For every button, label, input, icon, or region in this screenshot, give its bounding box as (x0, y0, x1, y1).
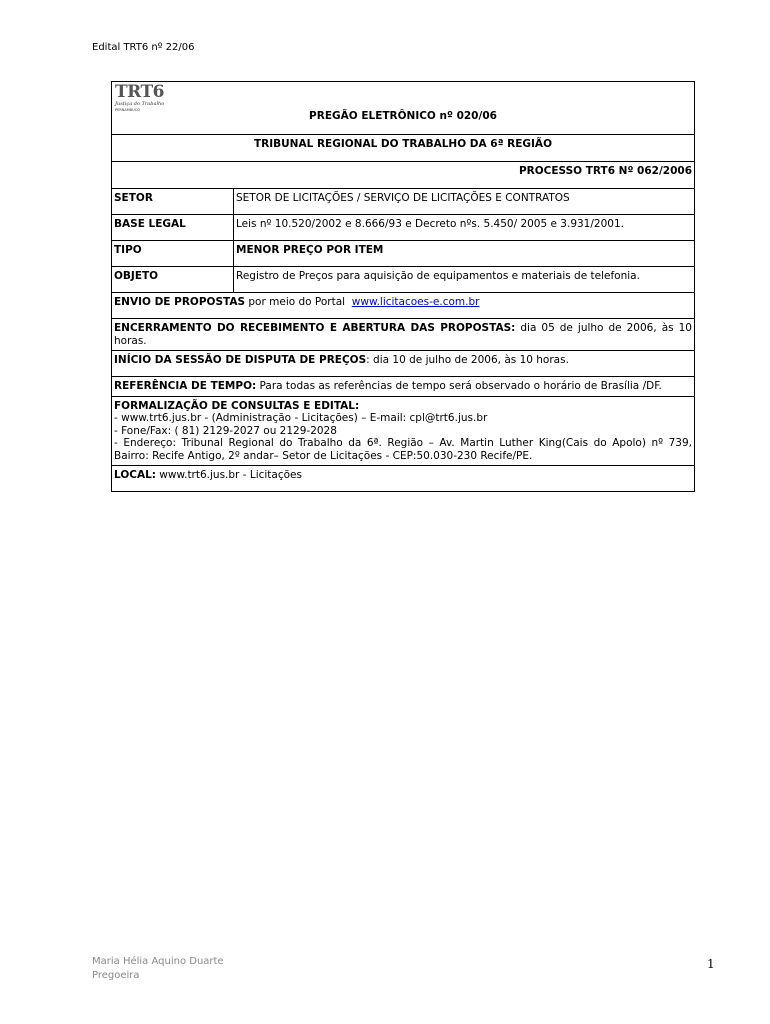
edital-table (111, 81, 695, 492)
base-legal-label: BASE LEGAL (112, 215, 234, 241)
objeto-label: OBJETO (112, 267, 234, 293)
page-header: Edital TRT6 nº 22/06 (92, 42, 195, 53)
formalizacao-line-web: - www.trt6.jus.br - (Administração - Licitações) – E-mail: cpl@trt6.jus.br (114, 412, 488, 424)
referencia-text: Para todas as referências de tempo será observado o horário de Brasília /DF. (256, 380, 662, 392)
tipo-label: TIPO (112, 241, 234, 267)
base-legal-value: Leis nº 10.520/2002 e 8.666/93 e Decreto nºs. 5.450/ 2005 e 3.931/2001. (234, 215, 695, 241)
inicio-row (112, 351, 695, 377)
tipo-row (112, 241, 695, 267)
page-footer (92, 955, 224, 983)
base-legal-row (112, 215, 695, 241)
document-title: PREGÃO ELETRÔNICO nº 020/06 (309, 110, 497, 122)
local-row (112, 466, 695, 492)
setor-value: SETOR DE LICITAÇÕES / SERVIÇO DE LICITAÇÕES E CONTRATOS (234, 189, 695, 215)
tipo-value: MENOR PREÇO POR ITEM (234, 241, 695, 267)
inicio-text: : dia 10 de julho de 2006, às 10 horas. (366, 354, 569, 366)
footer-name: Maria Hélia Aquino Duarte (92, 956, 224, 967)
page-number: 1 (707, 957, 715, 971)
encerramento-text: dia 05 de julho de 2006, às 10 horas. (114, 322, 692, 347)
local-text: www.trt6.jus.br - Licitações (155, 469, 302, 481)
objeto-row (112, 267, 695, 293)
setor-row (112, 189, 695, 215)
envio-row (112, 293, 695, 319)
encerramento-label: ENCERRAMENTO DO RECEBIMENTO E ABERTURA DAS PROPOSTAS: (114, 322, 516, 334)
formalizacao-line-phone: - Fone/Fax: ( 81) 2129-2027 ou 2129-2028 (114, 424, 337, 437)
logo-main-text: TRT6 (115, 82, 164, 102)
logo-sub-text: Justiça do Trabalho (115, 101, 165, 107)
formalizacao-line-address: - Endereço: Tribunal Regional do Trabalho da 6ª. Região – Av. Martin Luther King(Cais do Apolo) nº 739, Bairro: Recife Antigo, 2º andar– Setor de Licitações - CEP:50.030-230 Recife/PE. (114, 437, 692, 462)
formalizacao-label: FORMALIZAÇÃO DE CONSULTAS E EDITAL: (114, 399, 360, 412)
footer-role: Pregoeira (92, 970, 140, 981)
referencia-label: REFERÊNCIA DE TEMPO: (114, 380, 257, 392)
referencia-row (112, 377, 695, 397)
encerramento-row (112, 319, 695, 351)
title-row (112, 82, 695, 135)
inicio-label: INÍCIO DA SESSÃO DE DISPUTA DE PREÇOS (114, 354, 367, 366)
processo-row (112, 162, 695, 189)
tribunal-name: TRIBUNAL REGIONAL DO TRABALHO DA 6ª REGIÃO (112, 135, 695, 162)
tribunal-row (112, 135, 695, 162)
local-label: LOCAL: (114, 469, 156, 481)
logo-sub2-text: PERNAMBUCO (115, 108, 140, 112)
envio-text: por meio do Portal (245, 296, 352, 308)
portal-link[interactable]: www.licitacoes-e.com.br (351, 296, 480, 308)
processo-number: PROCESSO TRT6 Nº 062/2006 (112, 162, 695, 189)
envio-label: ENVIO DE PROPOSTAS (114, 296, 246, 308)
setor-label: SETOR (112, 189, 234, 215)
formalizacao-row (112, 396, 695, 466)
objeto-value: Registro de Preços para aquisição de equipamentos e materiais de telefonia. (234, 267, 695, 293)
